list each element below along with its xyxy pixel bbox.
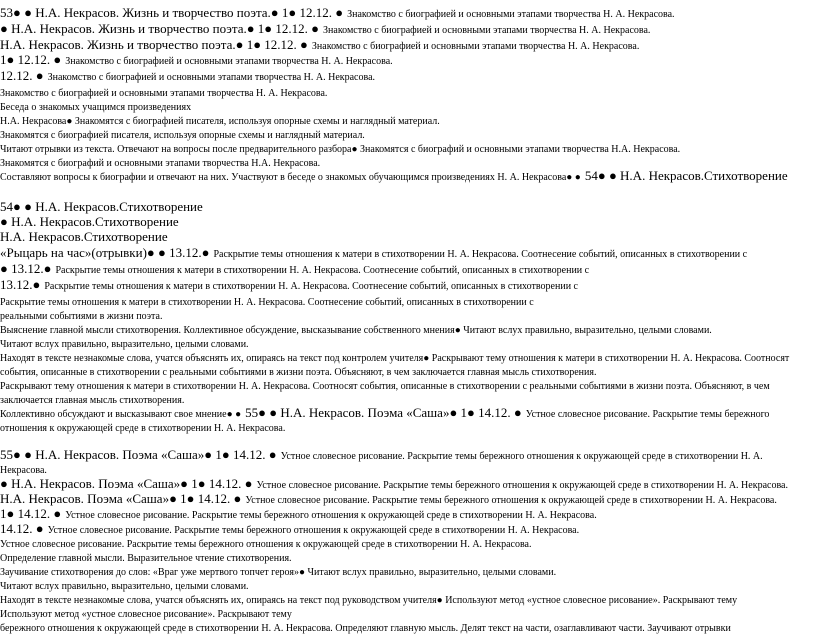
- lesson-description: события, описанные в стихотворении с реальными событиями в жизни поэта. Объясняют, в чем заключается главная мысль стихотворения.: [0, 367, 597, 378]
- lesson-description: Устное словесное рисование. Раскрытие темы бережного отношения к окружающей среде в стихотворении Н. А. Некрасова.: [256, 480, 788, 491]
- lesson-description: Находят в тексте незнакомые слова, учатся объяснять их, опираясь на текст под руководством учителя● Используют метод «устное словесное рисование». Раскрывают тему: [0, 595, 738, 606]
- lesson-heading-fragment: ● Н.А. Некрасов. Поэма «Саша»● 1● 14.12. ●: [0, 476, 253, 491]
- lesson-heading-fragment: ● Н.А. Некрасов.Стихотворение: [0, 214, 179, 229]
- lesson-description: Составляют вопросы к биографии и отвечают на них. Участвуют в беседе о знакомых обучающимся произведениях Н. А. Некрасова● ●: [0, 172, 581, 183]
- lesson-heading-fragment: 54● ● Н.А. Некрасов.Стихотворение: [0, 199, 203, 214]
- lesson-description: Устное словесное рисование. Раскрытие темы бережного отношения к окружающей среде в стихотворении Н. А. Некрасова.: [0, 539, 532, 550]
- lesson-heading-fragment: ● Н.А. Некрасов. Жизнь и творчество поэта.● 1● 12.12. ●: [0, 21, 320, 36]
- lesson-description: Раскрытие темы отношения к матери в стихотворении Н. А. Некрасова. Соотнесение событий, описанных в стихотворении с: [44, 281, 578, 292]
- lesson-heading-fragment: 55● ● Н.А. Некрасов. Поэма «Саша»● 1● 14.12. ●: [245, 405, 522, 420]
- lesson-description: Заучивание стихотворения до слов: «Враг уже мертвого топчет героя»● Читают вслух правильно, выразительно, целыми словами.: [0, 567, 557, 578]
- lesson-description: Выяснение главной мысли стихотворения. Коллективное обсуждение, высказывание собственного мнения● Читают вслух правильно, выразительно, целыми словами.: [0, 325, 712, 336]
- lesson-heading-fragment: Н.А. Некрасов. Жизнь и творчество поэта.● 1● 12.12. ●: [0, 37, 308, 52]
- lesson-description: Знакомство с биографией и основными этапами творчества Н. А. Некрасова.: [347, 9, 675, 20]
- text-line: [0, 167, 816, 185]
- text-line: [0, 618, 816, 636]
- lesson-heading-fragment: Н.А. Некрасов. Поэма «Саша»● 1● 14.12. ●: [0, 491, 242, 506]
- lesson-description: Знакомятся с биографий и основными этапами творчества Н.А. Некрасова.: [0, 158, 321, 169]
- lesson-description: Используют метод «устное словесное рисование». Раскрывают тему: [0, 609, 292, 620]
- lesson-description: Коллективно обсуждают и высказывают свое мнение● ●: [0, 409, 242, 420]
- lesson-description: Устное словесное рисование. Раскрытие темы бережного отношения к окружающей среде в стихотворении Н. А. Некрасова.: [47, 525, 580, 536]
- lesson-description: Беседа о знакомых учащимся произведениях: [0, 102, 192, 113]
- lesson-description: реальными событиями в жизни поэта.: [0, 311, 163, 322]
- text-line: [0, 418, 816, 436]
- lesson-description: Находят в тексте незнакомые слова, учатся объяснять их, опираясь на текст под контролем учителя● Раскрывают тему отношения к матери в стихотворении Н. А. Некрасова. Соотносят: [0, 353, 790, 364]
- lesson-description: Знакомство с биографией и основными этапами творчества Н. А. Некрасова.: [323, 25, 651, 36]
- lesson-heading-fragment: 1● 12.12. ●: [0, 52, 62, 67]
- lesson-description: Знакомство с биографией и основными этапами творчества Н. А. Некрасова.: [0, 88, 328, 99]
- lesson-description: Раскрытие темы отношения к матери в стихотворении Н. А. Некрасова. Соотнесение событий, описанных в стихотворении с: [0, 297, 534, 308]
- lesson-description: Читают отрывки из текста. Отвечают на вопросы после предварительного разбора● Знакомятся с биографий и основными этапами творчества Н.А. Некрасова.: [0, 144, 681, 155]
- lesson-description: Читают вслух правильно, выразительно, целыми словами.: [0, 581, 249, 592]
- lesson-description: заключается главная мысль стихотворения.: [0, 395, 185, 406]
- lesson-description: Н.А. Некрасова● Знакомятся с биографией писателя, используя опорные схемы и наглядный материал.: [0, 116, 440, 127]
- lesson-description: Определение главной мысли. Выразительное чтение стихотворения.: [0, 553, 292, 564]
- lesson-description: Раскрывают тему отношения к матери в стихотворении Н. А. Некрасова. Соотносят события, описанные в стихотворении с реальными событиями в жизни поэта. Объясняют, в чем: [0, 381, 770, 392]
- lesson-description: бережного отношения к окружающей среде в стихотворении Н. А. Некрасова. Определяют главную мысль. Делят текст на части, озаглавливают части. Заучивают отрывки: [0, 623, 731, 634]
- lesson-heading-fragment: «Рыцарь на час»(отрывки)● ● 13.12.●: [0, 245, 210, 260]
- lesson-heading-fragment: 1● 14.12. ●: [0, 506, 62, 521]
- lesson-heading-fragment: 54● ● Н.А. Некрасов.Стихотворение: [584, 168, 788, 183]
- lesson-heading-fragment: 14.12. ●: [0, 521, 44, 536]
- lesson-description: отношения к окружающей среде в стихотворении Н. А. Некрасова.: [0, 423, 286, 434]
- lesson-heading-fragment: Н.А. Некрасов.Стихотворение: [0, 229, 168, 244]
- lesson-heading-fragment: 13.12.●: [0, 277, 41, 292]
- lesson-heading-fragment: ● 13.12.●: [0, 261, 52, 276]
- lesson-description: Раскрытие темы отношения к матери в стихотворении Н. А. Некрасова. Соотнесение событий, описанных в стихотворении с: [213, 249, 748, 260]
- lesson-description: Знакомство с биографией и основными этапами творчества Н. А. Некрасова.: [47, 72, 376, 83]
- lesson-description: Знакомятся с биографией писателя, используя опорные схемы и наглядный материал.: [0, 130, 365, 141]
- lesson-description: Знакомство с биографией и основными этапами творчества Н. А. Некрасова.: [65, 56, 393, 67]
- lesson-description: Знакомство с биографией и основными этапами творчества Н. А. Некрасова.: [311, 41, 640, 52]
- lesson-description: Некрасова.: [0, 465, 47, 476]
- lesson-description: Устное словесное рисование. Раскрытие темы бережного отношения к окружающей среде в стихотворении Н. А. Некрасова.: [245, 495, 777, 506]
- lesson-heading-fragment: 53● ● Н.А. Некрасов. Жизнь и творчество поэта.● 1● 12.12. ●: [0, 5, 344, 20]
- lesson-description: Читают вслух правильно, выразительно, целыми словами.: [0, 339, 249, 350]
- lesson-heading-fragment: 12.12. ●: [0, 68, 44, 83]
- lesson-description: Раскрытие темы отношения к матери в стихотворении Н. А. Некрасова. Соотнесение событий, описанных в стихотворении с: [55, 265, 590, 276]
- lesson-description: Устное словесное рисование. Раскрытие темы бережного: [525, 409, 770, 420]
- lesson-description: Устное словесное рисование. Раскрытие темы бережного отношения к окружающей среде в стихотворении Н. А.: [280, 451, 763, 462]
- lesson-heading-fragment: 55● ● Н.А. Некрасов. Поэма «Саша»● 1● 14.12. ●: [0, 447, 277, 462]
- lesson-description: Устное словесное рисование. Раскрытие темы бережного отношения к окружающей среде в стихотворении Н. А. Некрасова.: [65, 510, 597, 521]
